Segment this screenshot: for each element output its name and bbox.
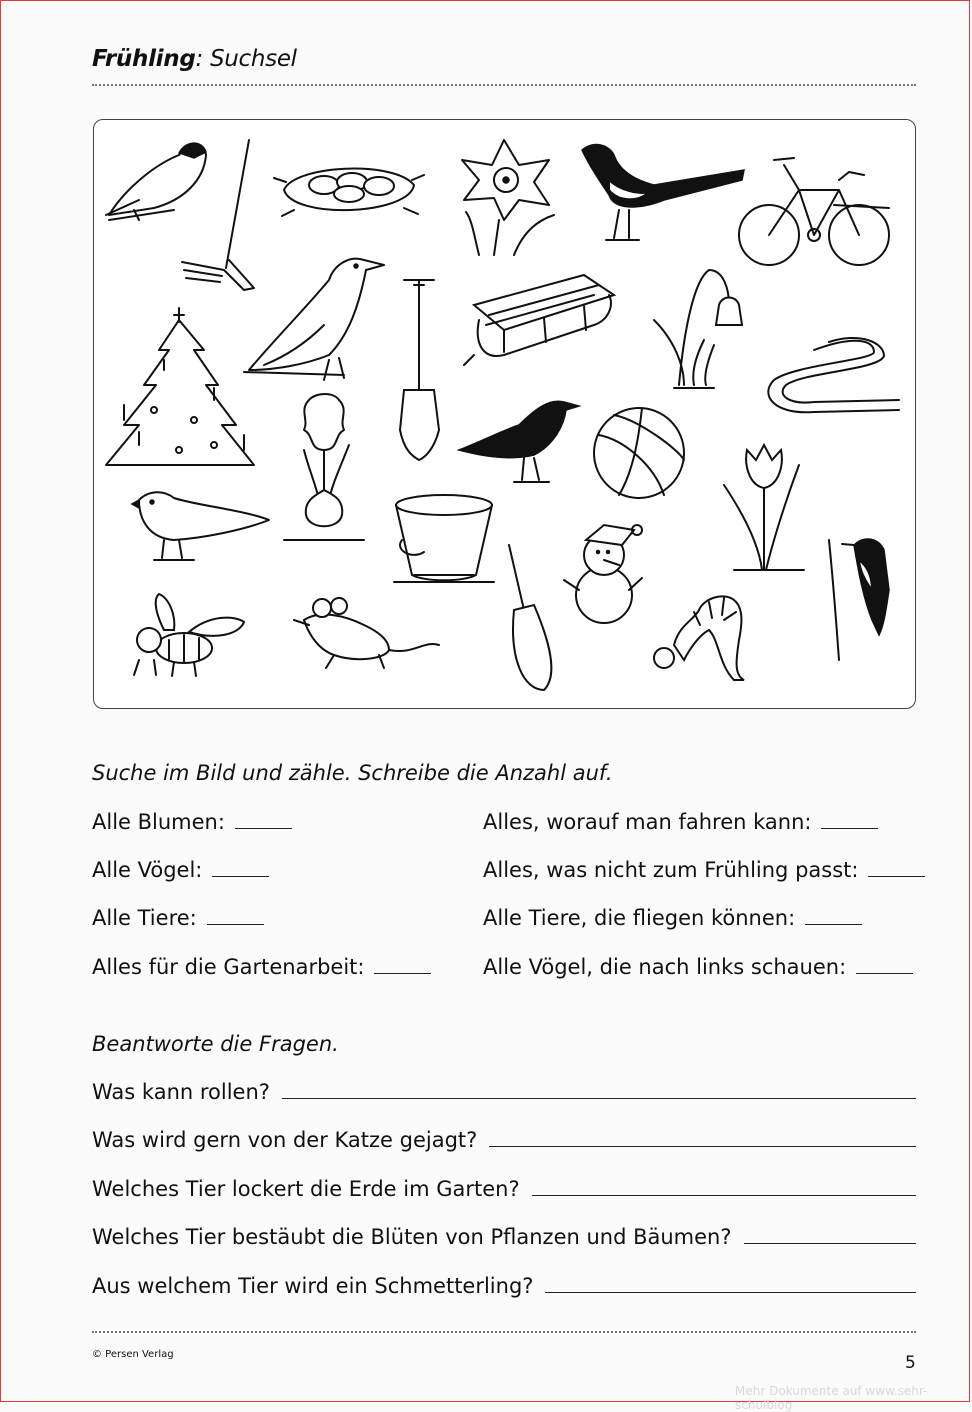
sparrow-icon xyxy=(132,492,269,560)
answer-blank[interactable] xyxy=(235,810,292,829)
count-row-flowers: Alle Blumen: xyxy=(92,810,292,834)
answer-blank[interactable] xyxy=(374,955,431,974)
woodpecker-icon xyxy=(829,539,889,660)
question-row: Welches Tier lockert die Erde im Garten? xyxy=(92,1177,916,1201)
caterpillar-icon xyxy=(654,596,744,680)
count-row-fly: Alle Tiere, die fliegen können: xyxy=(483,906,862,930)
christmas-tree-icon xyxy=(106,308,254,465)
bee-icon xyxy=(134,594,244,676)
hyacinth-icon xyxy=(284,394,364,540)
footer-divider xyxy=(92,1331,916,1333)
count-instruction: Suche im Bild und zähle. Schreibe die Anzahl auf. xyxy=(92,761,613,785)
bucket-icon xyxy=(394,495,494,582)
trowel-icon xyxy=(509,545,551,690)
answer-blank[interactable] xyxy=(868,858,925,877)
ball-icon xyxy=(594,408,684,498)
answer-blank[interactable] xyxy=(207,906,264,925)
count-row-ride: Alles, worauf man fahren kann: xyxy=(483,810,878,834)
nest-icon xyxy=(274,169,424,216)
daffodil-icon xyxy=(462,140,554,255)
crow-icon xyxy=(244,259,384,380)
watermark: Mehr Dokumente auf www.sehr-schulblog xyxy=(735,1384,928,1412)
magpie-icon xyxy=(582,145,744,240)
snowman-icon xyxy=(564,525,642,623)
page-number: 5 xyxy=(905,1353,916,1373)
answer-blank[interactable] xyxy=(821,810,878,829)
bicycle-icon xyxy=(739,158,889,265)
hoe-icon xyxy=(182,140,254,290)
tit-icon xyxy=(106,143,206,220)
question-row: Was wird gern von der Katze gejagt? xyxy=(92,1128,916,1152)
copyright: © Persen Verlag xyxy=(92,1349,174,1360)
snowdrop-icon xyxy=(654,270,742,388)
answer-blank[interactable] xyxy=(212,858,269,877)
picture-drawing xyxy=(94,120,914,707)
answer-line[interactable] xyxy=(545,1274,916,1293)
questions-instruction: Beantworte die Fragen. xyxy=(92,1032,339,1056)
mouse-icon xyxy=(294,598,439,668)
count-row-not-spring: Alles, was nicht zum Frühling passt: xyxy=(483,858,925,882)
count-row-birds: Alle Vögel: xyxy=(92,858,269,882)
answer-line[interactable] xyxy=(744,1225,916,1244)
header-divider xyxy=(92,84,916,86)
answer-line[interactable] xyxy=(282,1080,916,1099)
count-row-look-left: Alle Vögel, die nach links schauen: xyxy=(483,955,913,979)
answer-blank[interactable] xyxy=(805,906,862,925)
picture-panel xyxy=(93,119,916,709)
sled-icon xyxy=(464,275,614,365)
page-title: Frühling: Suchsel xyxy=(92,46,297,72)
answer-blank[interactable] xyxy=(856,955,913,974)
spade-icon xyxy=(400,280,439,460)
tulip-icon xyxy=(724,445,804,570)
question-row: Welches Tier bestäubt die Blüten von Pflanzen und Bäumen? xyxy=(92,1225,916,1249)
question-row: Aus welchem Tier wird ein Schmetterling? xyxy=(92,1274,916,1298)
answer-line[interactable] xyxy=(532,1177,916,1196)
question-row: Was kann rollen? xyxy=(92,1080,916,1104)
blackbird-icon xyxy=(459,401,579,482)
answer-line[interactable] xyxy=(489,1128,916,1147)
count-row-garden: Alles für die Gartenarbeit: xyxy=(92,955,431,979)
worm-icon xyxy=(768,338,899,412)
count-row-animals: Alle Tiere: xyxy=(92,906,264,930)
